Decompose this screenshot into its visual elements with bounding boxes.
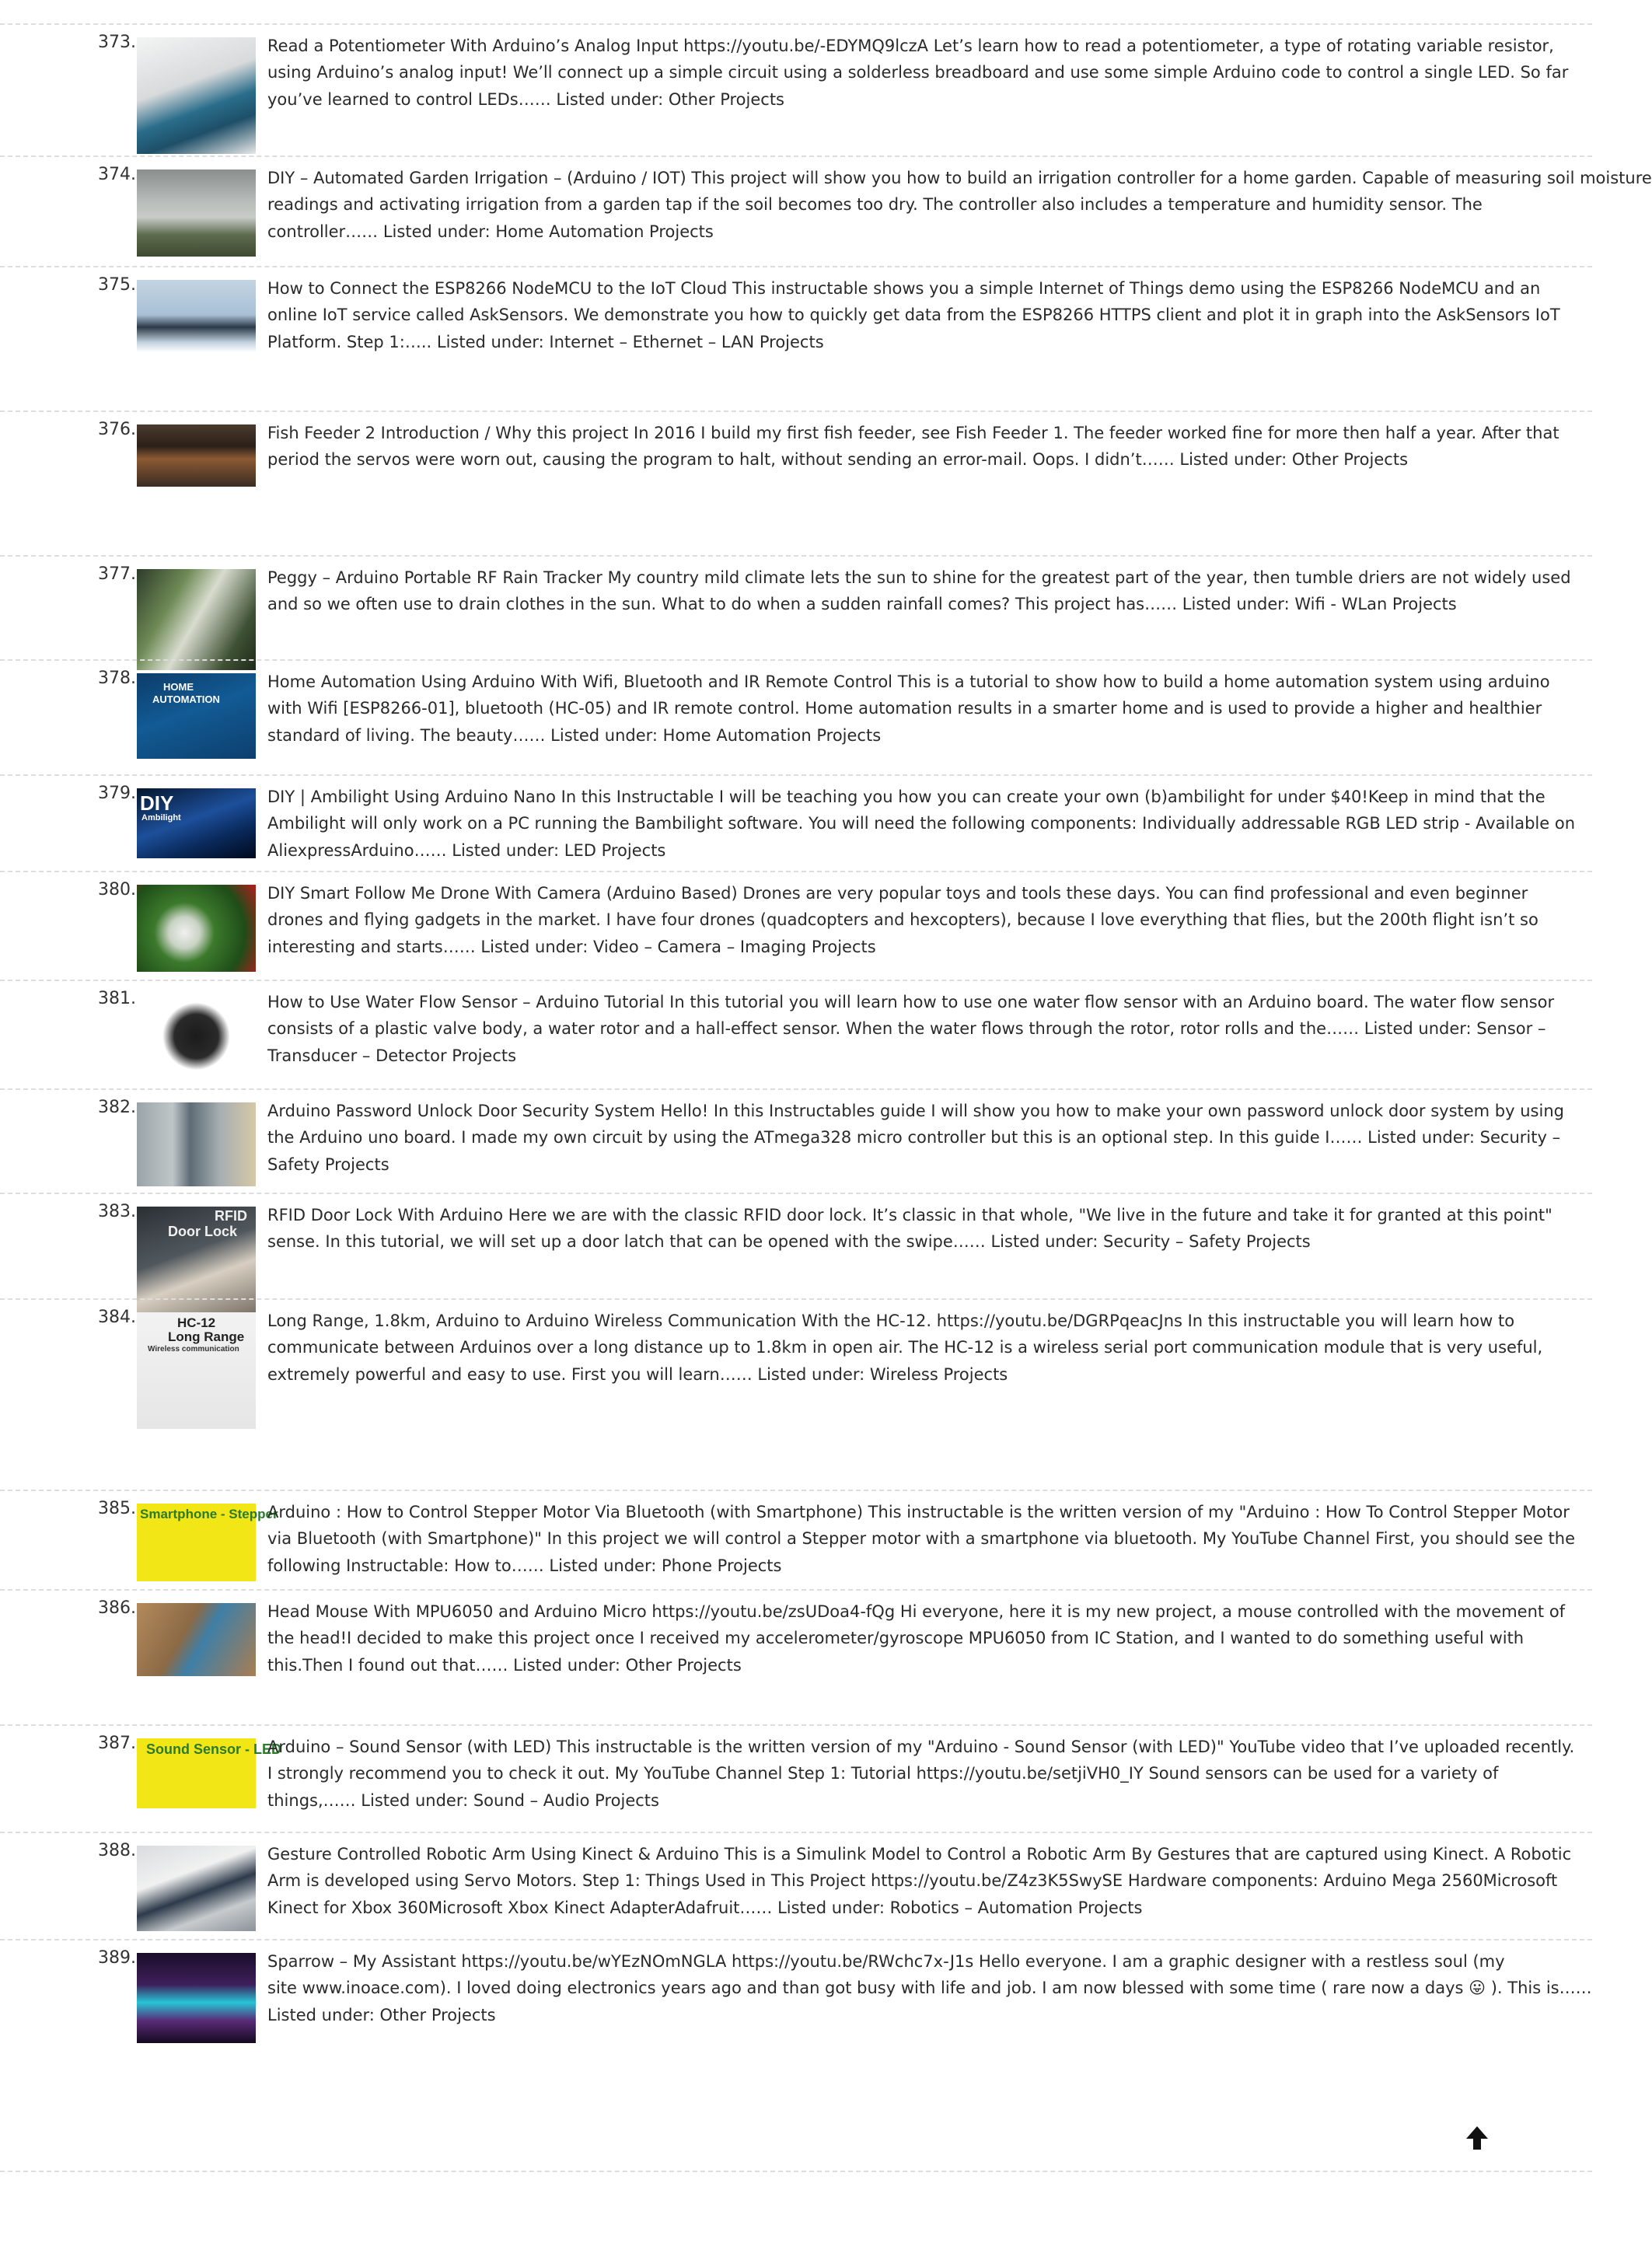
- description-line: RFID Door Lock With Arduino Here we are with the classic RFID door lock. It’s classic in that whole, "We live in the future and take it for granted at this point": [267, 1206, 1552, 1224]
- description-line: Arduino – Sound Sensor (with LED) This instructable is the written version of my "Arduino - Sound Sensor (with LED)" YouTube video that I’ve uploaded recently.: [267, 1738, 1575, 1756]
- project-description[interactable]: [267, 165, 1652, 245]
- project-description[interactable]: [267, 33, 1597, 113]
- description-line: How to Use Water Flow Sensor – Arduino Tutorial In this tutorial you will learn how to use one water flow sensor with an Arduino board. The water flow sensor: [267, 993, 1555, 1011]
- project-description[interactable]: [267, 1734, 1597, 1814]
- list-item: [0, 774, 1592, 871]
- description-line: period the servos were worn out, causing the program to halt, without sending an error-mail. Oops. I didn’t…… Listed under: Other Projects: [267, 450, 1409, 470]
- list-item: [0, 1193, 1592, 1298]
- description-line: things,…… Listed under: Sound – Audio Projects: [267, 1790, 659, 1810]
- list-item: [0, 266, 1592, 410]
- thumbnail-caption: HC-12: [177, 1315, 216, 1330]
- description-line: site www.inoace.com). I loved doing electronics years ago and than got busy with life and job. I am now blessed with some time ( rare now a days 😛 ). This is……: [267, 1979, 1592, 1998]
- esp8266-nodemcu-photo[interactable]: [137, 280, 256, 404]
- description-line: DIY | Ambilight Using Arduino Nano In this Instructable I will be teaching you how you can create your own (b)ambilight for under $40!Keep in mind that the: [267, 788, 1545, 806]
- list-item: [0, 410, 1592, 555]
- description-line: sense. In this tutorial, we will set up a door latch that can be opened with the swipe…… Listed under: Security – Safety Projects: [267, 1232, 1311, 1252]
- description-line: you’ve learned to control LEDs…… Listed under: Other Projects: [267, 89, 784, 109]
- thumbnail-caption: Sound Sensor - LED: [146, 1741, 282, 1757]
- description-line: I strongly recommend you to check it out. My YouTube Channel Step 1: Tutorial https://youtu.be/setjiVH0_IY Sound sensors can be used for a variety of: [267, 1764, 1499, 1783]
- home-automation-photo[interactable]: [137, 673, 256, 759]
- item-number: 373.: [98, 33, 136, 52]
- project-description[interactable]: [267, 1098, 1597, 1178]
- item-number: 383.: [98, 1202, 136, 1221]
- breadboard-arduino-photo[interactable]: [137, 37, 256, 154]
- head-mouse-photo[interactable]: [137, 1603, 256, 1676]
- description-line: extremely powerful and easy to use. First you will learn…… Listed under: Wireless Projects: [267, 1364, 1008, 1384]
- list-item: [0, 980, 1592, 1088]
- list-item: [0, 1490, 1592, 1589]
- project-description[interactable]: [267, 1499, 1597, 1579]
- item-number: 380.: [98, 880, 136, 899]
- description-line: and so we often use to drain clothes in the sun. What to do when a sudden rainfall comes? This project has…… Listed under: Wifi - WLan Projects: [267, 595, 1457, 614]
- divider: [0, 2171, 1592, 2172]
- description-line: Listed under: Other Projects: [267, 2005, 496, 2024]
- smartphone-stepper-photo[interactable]: [137, 1504, 278, 1581]
- project-description[interactable]: [267, 784, 1597, 864]
- project-description[interactable]: [267, 989, 1597, 1069]
- fish-feeder-photo[interactable]: [137, 424, 256, 487]
- description-line: AliexpressArduino…… Listed under: LED Projects: [267, 840, 666, 860]
- item-number: 374.: [98, 165, 136, 184]
- description-line: this.Then I found out that…… Listed under: Other Projects: [267, 1655, 742, 1675]
- description-line: DIY – Automated Garden Irrigation – (Arduino / IOT) This project will show you how to build an irrigation controller for a home garden. Capable of measuring soil moisture: [267, 169, 1652, 187]
- description-line: communicate between Arduinos over a long distance up to 1.8km in open air. The HC-12 is a wireless serial port communication module that is very useful,: [267, 1338, 1543, 1357]
- description-line: standard of living. The beauty…… Listed under: Home Automation Projects: [267, 725, 882, 745]
- description-line: Fish Feeder 2 Introduction / Why this project In 2016 I build my first fish feeder, see Fish Feeder 1. The feeder worked fine for more then half a year. After that: [267, 424, 1559, 442]
- sparrow-assistant-photo[interactable]: [137, 1953, 256, 2043]
- project-description[interactable]: [267, 669, 1597, 749]
- thumbnail-caption: DIY: [140, 791, 174, 815]
- hc12-module-photo[interactable]: [137, 1312, 256, 1429]
- item-number: 375.: [98, 275, 136, 295]
- description-line: Long Range, 1.8km, Arduino to Arduino Wireless Communication With the HC-12. https://youtu.be/DGRPqeacJns In this instructable you will learn how to: [267, 1312, 1515, 1330]
- description-line: Safety Projects: [267, 1154, 389, 1174]
- list-item: [0, 23, 1592, 155]
- item-number: 387.: [98, 1734, 136, 1753]
- ambilight-photo[interactable]: [137, 788, 256, 858]
- garden-irrigation-photo[interactable]: [137, 169, 256, 257]
- description-line: Head Mouse With MPU6050 and Arduino Micro https://youtu.be/zsUDoa4-fQg Hi everyone, here it is my new project, a mouse controlled with the movement of: [267, 1602, 1566, 1621]
- description-line: online IoT service called AskSensors. We demonstrate you how to quickly get data from the ESP8266 HTTPS client and plot it in graph into the AskSensors IoT: [267, 306, 1560, 325]
- item-number: 388.: [98, 1841, 136, 1860]
- project-description[interactable]: [267, 880, 1597, 960]
- description-line: How to Connect the ESP8266 NodeMCU to the IoT Cloud This instructable shows you a simple Internet of Things demo using the ESP8266 NodeMCU and an: [267, 279, 1541, 298]
- item-number: 389.: [98, 1948, 136, 1968]
- list-item: [0, 555, 1592, 659]
- item-number: 386.: [98, 1598, 136, 1618]
- description-line: Arm is developed using Servo Motors. Step 1: Things Used in This Project https://youtu.be/Z4z3K5SwySE Hardware components: Arduino Mega 2560Microsoft: [267, 1871, 1558, 1891]
- list-item: [0, 1724, 1592, 1832]
- description-line: Read a Potentiometer With Arduino’s Analog Input https://youtu.be/-EDYMQ9lczA Let’s learn how to read a potentiometer, a type of rotating variable resistor,: [267, 37, 1554, 55]
- item-number: 376.: [98, 420, 136, 439]
- robotic-arm-photo[interactable]: [137, 1846, 256, 1931]
- description-line: Platform. Step 1:….. Listed under: Internet – Ethernet – LAN Projects: [267, 332, 824, 351]
- description-line: readings and activating irrigation from a garden tap if the soil becomes too dry. The controller also includes a temperature and humidity sensor. The: [267, 195, 1483, 215]
- keypad-door-photo[interactable]: [137, 1102, 256, 1186]
- project-description[interactable]: [267, 1202, 1597, 1256]
- project-description[interactable]: [267, 1598, 1597, 1678]
- item-number: 381.: [98, 989, 136, 1008]
- description-line: following Instructable: How to…… Listed under: Phone Projects: [267, 1556, 782, 1575]
- list-item: [0, 659, 1592, 774]
- project-description[interactable]: [267, 1308, 1597, 1388]
- description-line: Peggy – Arduino Portable RF Rain Tracker My country mild climate lets the sun to shine for the greatest part of the year, then tumble driers are not widely used: [267, 568, 1571, 587]
- item-number: 385.: [98, 1499, 136, 1518]
- project-description[interactable]: [267, 275, 1597, 355]
- description-line: Sparrow – My Assistant https://youtu.be/wYEzNOmNGLA https://youtu.be/RWchc7x-J1s Hello everyone. I am a graphic designer with a restless soul (my: [267, 1952, 1505, 1971]
- description-line: using Arduino’s analog input! We’ll connect up a simple circuit using a solderless breadboard and use some simple Arduino code to control a single LED. So far: [267, 63, 1569, 82]
- scroll-to-top-button[interactable]: [1463, 2124, 1491, 2152]
- description-line: Arduino Password Unlock Door Security System Hello! In this Instructables guide I will show you how to make your own password unlock door system by using: [267, 1102, 1564, 1120]
- list-item: [0, 1832, 1592, 1939]
- description-line: Kinect for Xbox 360Microsoft Xbox Kinect AdapterAdafruit…… Listed under: Robotics – Automation Projects: [267, 1898, 1143, 1917]
- description-line: the head!I decided to make this project once I received my accelerometer/gyroscope MPU6050 from IC Station, and I wanted to do something useful with: [267, 1629, 1525, 1648]
- thumbnail-caption: Long Range: [168, 1329, 245, 1344]
- description-line: the Arduino uno board. I made my own circuit by using the ATmega328 micro controller but this is an optional step. In this guide I…… Listed under: Security –: [267, 1128, 1561, 1147]
- item-number: 378.: [98, 669, 136, 688]
- item-number: 377.: [98, 564, 136, 584]
- list-item: [0, 1298, 1592, 1490]
- thumbnail-caption: Ambilight: [141, 813, 181, 823]
- description-line: controller…… Listed under: Home Automation Projects: [267, 222, 714, 241]
- water-flow-sensor-photo[interactable]: [137, 994, 256, 1079]
- project-description[interactable]: [267, 1841, 1597, 1921]
- thumbnail-caption: Wireless communication: [148, 1345, 239, 1354]
- thumbnail-caption: RFID: [215, 1208, 247, 1224]
- project-description[interactable]: [267, 1948, 1597, 2028]
- project-description[interactable]: [267, 564, 1597, 618]
- project-description[interactable]: [267, 420, 1597, 473]
- description-line: consists of a plastic valve body, a water rotor and a hall-effect sensor. When the water flows through the rotor, rotor rolls and the…… Listed under: Sensor –: [267, 1019, 1546, 1039]
- description-line: via Bluetooth (with Smartphone)" In this project we will control a Stepper motor with a smartphone via bluetooth. My YouTube Channel First, you should see the: [267, 1529, 1576, 1549]
- list-item: [0, 1939, 1592, 2046]
- thumbnail-caption: AUTOMATION: [152, 693, 220, 705]
- description-line: Home Automation Using Arduino With Wifi, Bluetooth and IR Remote Control This is a tutorial to show how to build a home automation system using arduino: [267, 672, 1550, 691]
- item-number: 382.: [98, 1098, 136, 1117]
- arrow-up-icon: [1463, 2124, 1491, 2152]
- list-item: [0, 1088, 1592, 1193]
- description-line: drones and flying gadgets in the market. I have four drones (quadcopters and hexcopters), because I love everything that flies, but the 200th flight isn’t so: [267, 910, 1538, 930]
- item-number: 384.: [98, 1308, 136, 1327]
- description-line: interesting and starts…… Listed under: Video – Camera – Imaging Projects: [267, 937, 876, 956]
- description-line: Arduino : How to Control Stepper Motor Via Bluetooth (with Smartphone) This instructable is the written version of my "Arduino : How To Control Stepper Motor: [267, 1503, 1570, 1521]
- description-line: with Wifi [ESP8266-01], bluetooth (HC-05) and IR remote control. Home automation results in a smarter home and is used to provide a higher and healthier: [267, 699, 1542, 718]
- drone-photo[interactable]: [137, 885, 256, 972]
- description-line: DIY Smart Follow Me Drone With Camera (Arduino Based) Drones are very popular toys and tools these days. You can find professional and even beginner: [267, 884, 1528, 903]
- description-line: Transducer – Detector Projects: [267, 1046, 517, 1065]
- rain-tracker-photo[interactable]: [137, 569, 256, 670]
- description-line: Gesture Controlled Robotic Arm Using Kinect & Arduino This is a Simulink Model to Control a Robotic Arm By Gestures that are captured using Kinect. A Robotic: [267, 1845, 1572, 1864]
- thumbnail-caption: HOME: [163, 681, 194, 693]
- sound-sensor-photo[interactable]: [137, 1738, 282, 1808]
- list-item: [0, 1589, 1592, 1724]
- item-number: 379.: [98, 784, 136, 803]
- list-item: [0, 871, 1592, 980]
- thumbnail-caption: Door Lock: [168, 1224, 238, 1239]
- description-line: Ambilight will only work on a PC running the Bambilight software. You will need the following components: Individually addressable RGB LED strip - Available on: [267, 814, 1576, 833]
- thumbnail-caption: Smartphone - Stepper: [140, 1507, 278, 1521]
- list-item: [0, 155, 1652, 266]
